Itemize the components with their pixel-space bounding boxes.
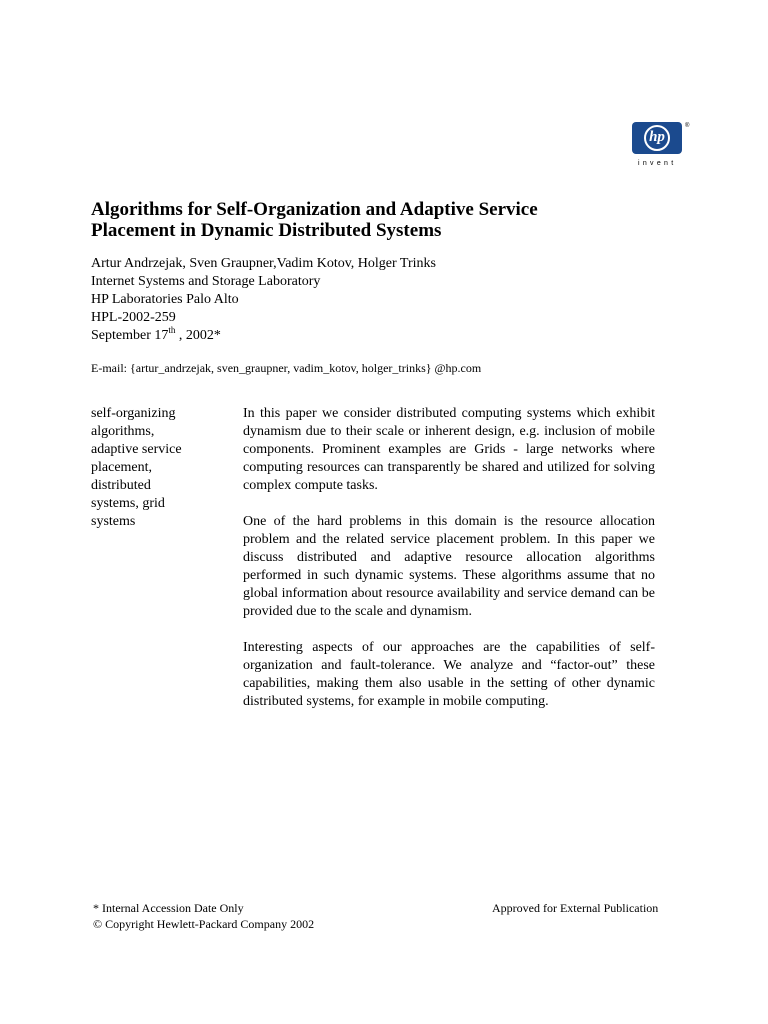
accession-note: * Internal Accession Date Only (93, 901, 244, 915)
report-number: HPL-2002-259 (91, 310, 176, 325)
copyright-note: © Copyright Hewlett-Packard Company 2002 (93, 917, 315, 931)
footer-notes (93, 900, 314, 932)
abstract (243, 405, 655, 729)
hp-logo-badge (632, 122, 682, 154)
abstract-paragraph: In this paper we consider distributed computing systems which exhibit dynamism due to their scale or inherent design, e.g. inclusion of mobile components. Prominent examples are Grids - large networks where computing resources can transparently be shared and utilized for solving complex compute tasks. (243, 406, 655, 493)
registered-mark: ® (685, 123, 690, 129)
author-block (91, 255, 436, 345)
abstract-paragraph: One of the hard problems in this domain is the resource allocation problem and the related service placement problem. In this paper we discuss distributed and adaptive resource allocation algorithms performed in such dynamic systems. These algorithms assume that no global information about resource availability and service demand can be provided due to the scale and dynamism. (243, 514, 655, 619)
date-month-day: September 17 (91, 328, 169, 343)
keyword-line: adaptive service (91, 442, 182, 457)
keywords (91, 405, 203, 531)
approval-note: Approved for External Publication (492, 901, 659, 915)
hp-logo (632, 122, 692, 172)
date-suffix: th (168, 325, 176, 335)
paper-title-line-1: Algorithms for Self-Organization and Adaptive Service (91, 199, 538, 220)
abstract-paragraph: Interesting aspects of our approaches are the capabilities of self-organization and fault-tolerance. We analyze and “factor-out” these capabilities, making them also usable in the setting of other dynamic distributed systems, for example in mobile computing. (243, 640, 655, 709)
keyword-line: systems, grid (91, 496, 165, 511)
paper-title-line-2: Placement in Dynamic Distributed Systems (91, 220, 442, 241)
laboratory: Internet Systems and Storage Laboratory (91, 274, 321, 289)
paper-title (91, 199, 538, 241)
date-year: , 2002* (175, 328, 221, 343)
hp-tagline: invent (638, 160, 677, 167)
email-line: E-mail: {artur_andrzejak, sven_graupner, vadim_kotov, holger_trinks} @hp.com (91, 361, 482, 375)
keyword-line: self-organizing (91, 406, 176, 421)
hp-logo-mark: hp (644, 125, 670, 151)
report-date (91, 327, 436, 345)
location: HP Laboratories Palo Alto (91, 292, 239, 307)
keyword-line: algorithms, (91, 424, 155, 439)
keyword-line: systems (91, 514, 136, 529)
authors: Artur Andrzejak, Sven Graupner,Vadim Kotov, Holger Trinks (91, 256, 436, 271)
keyword-line: placement, (91, 460, 153, 475)
keyword-line: distributed (91, 478, 151, 493)
